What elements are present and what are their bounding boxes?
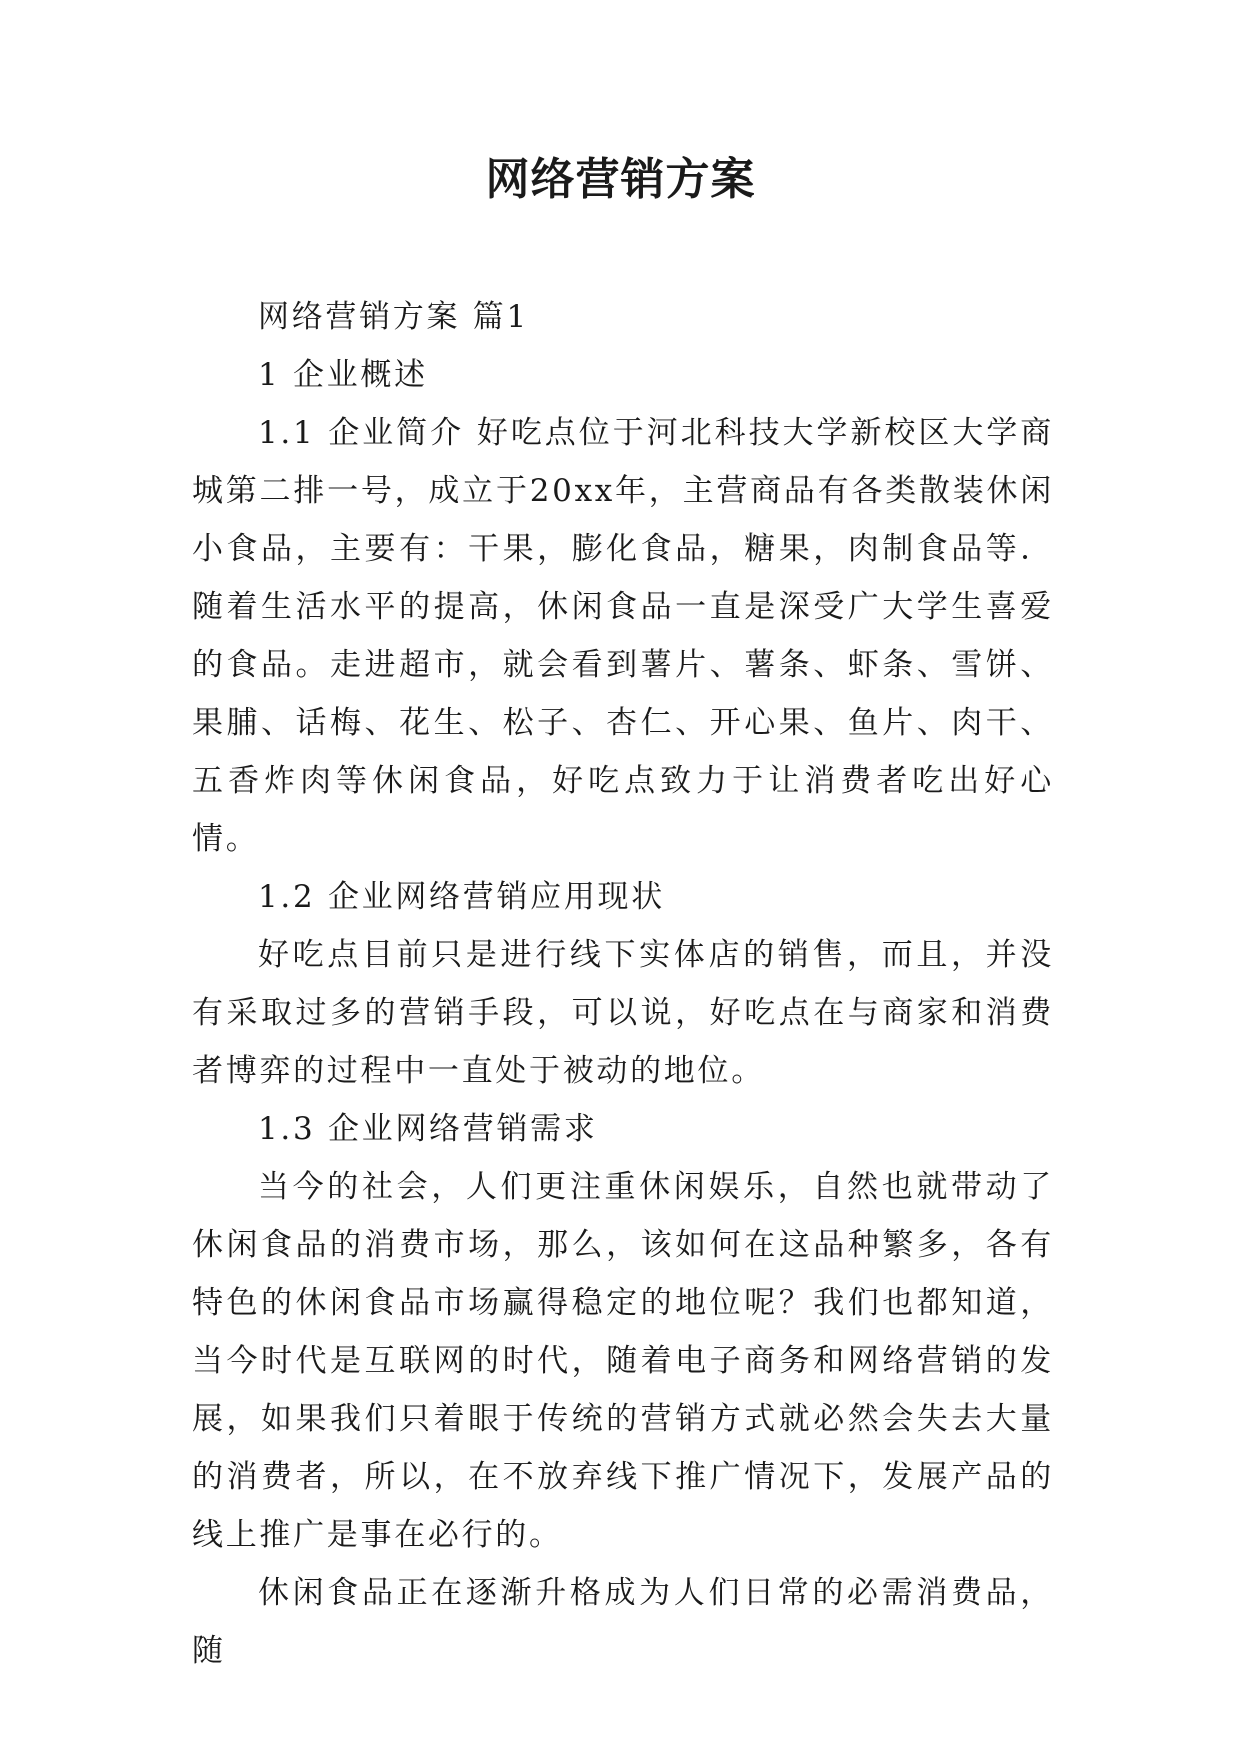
paragraph-company-intro: 1.1 企业简介 好吃点位于河北科技大学新校区大学商城第二排一号，成立于20xx年，主营商品有各类散装休闲小食品，主要有：干果，膨化食品，糖果，肉制食品等．随着生活水平的提高，休闲食品一直是深受广大学生喜爱的食品。走进超市，就会看到薯片、薯条、虾条、雪饼、果脯、话梅、花生、松子、杏仁、开心果、鱼片、肉干、五香炸肉等休闲食品，好吃点致力于让消费者吃出好心情。	[192, 415, 1054, 857]
subheading-current-status: 1.2 企业网络营销应用现状	[258, 879, 665, 915]
section-heading: 网络营销方案 篇1	[258, 299, 529, 335]
subheading-marketing-needs: 1.3 企业网络营销需求	[258, 1111, 598, 1147]
document-body	[192, 288, 1054, 1680]
chapter-heading: 1 企业概述	[258, 357, 428, 393]
document-title: 网络营销方案	[485, 154, 756, 205]
paragraph-marketing-needs: 当今的社会，人们更注重休闲娱乐，自然也就带动了休闲食品的消费市场，那么，该如何在这品种繁多，各有特色的休闲食品市场赢得稳定的地位呢？我们也都知道，当今时代是互联网的时代，随着电子商务和网络营销的发展，如果我们只着眼于传统的营销方式就必然会失去大量的消费者，所以，在不放弃线下推广情况下，发展产品的线上推广是事在必行的。	[192, 1169, 1054, 1553]
paragraph-current-status: 好吃点目前只是进行线下实体店的销售，而且，并没有采取过多的营销手段，可以说，好吃点在与商家和消费者博弈的过程中一直处于被动的地位。	[192, 937, 1054, 1089]
paragraph-leisure-food: 休闲食品正在逐渐升格成为人们日常的必需消费品，随	[192, 1575, 1054, 1669]
